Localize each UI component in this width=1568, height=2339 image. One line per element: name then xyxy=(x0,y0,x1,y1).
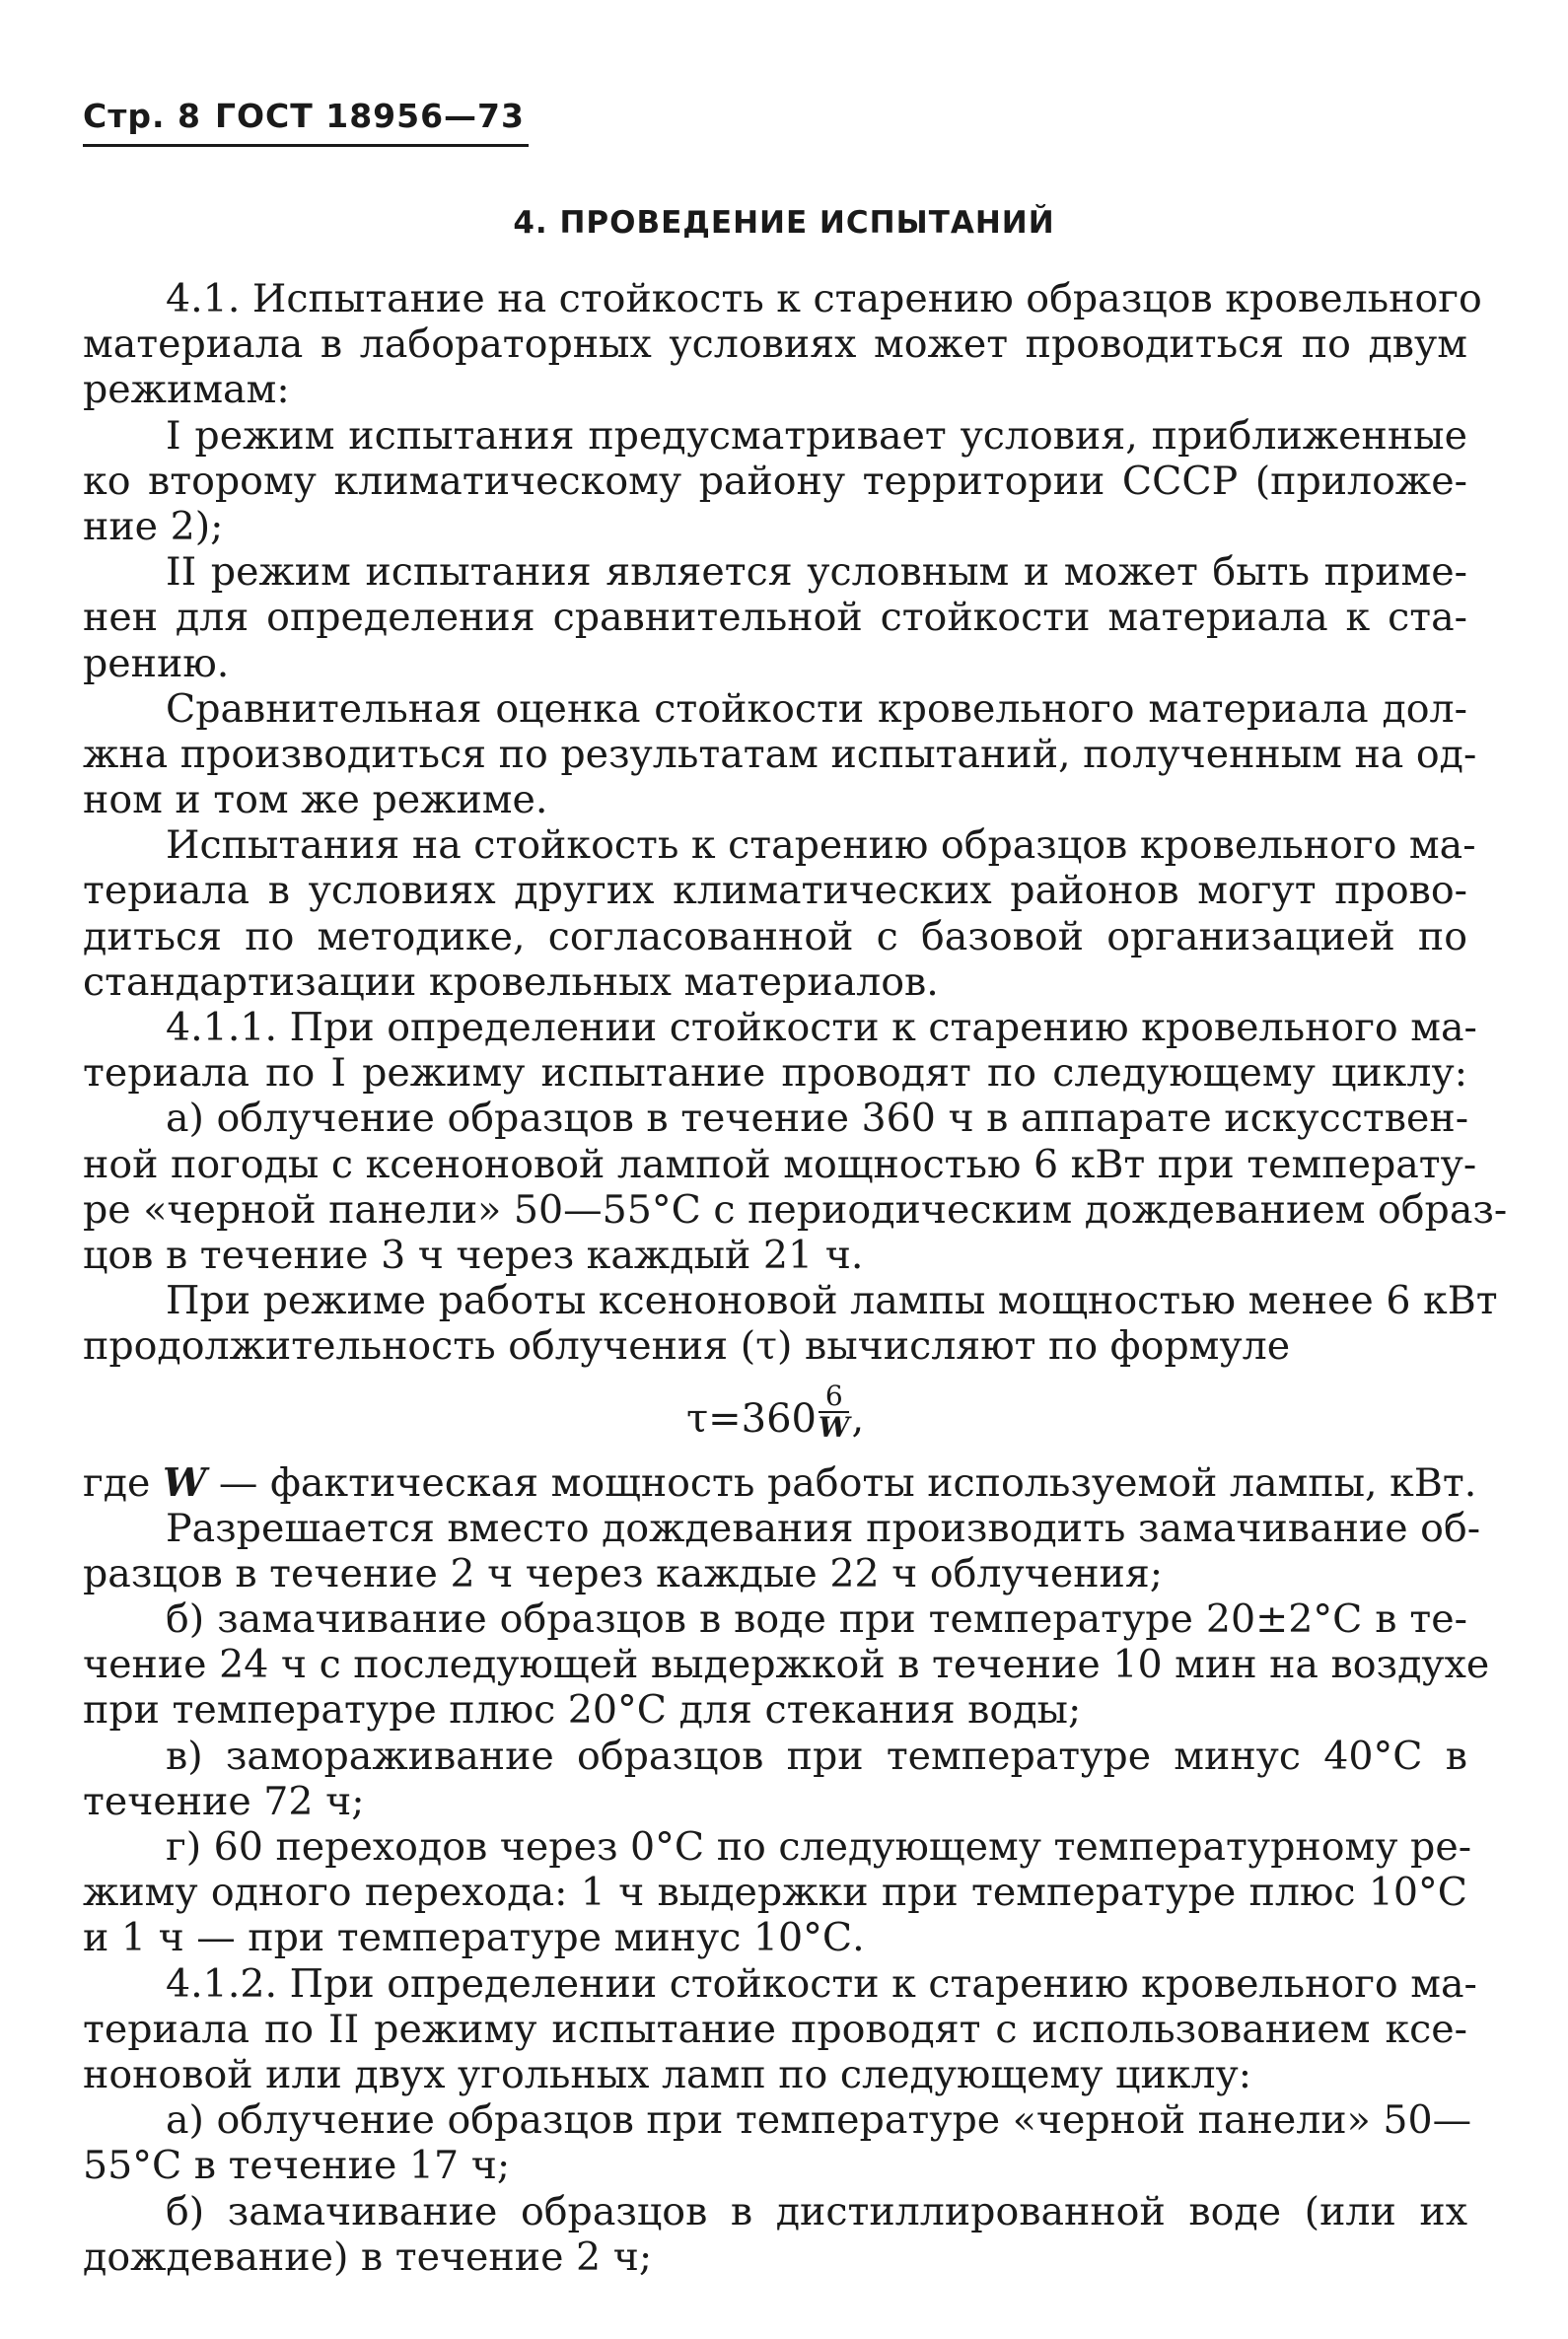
text-line: ре «черной панели» 50—55°С с периодическим дождеванием образ- xyxy=(83,1186,1508,1233)
text-line: стандартизации кровельных материалов. xyxy=(83,958,939,1005)
text-line: и 1 ч — при температуре минус 10°С. xyxy=(83,1915,865,1961)
text-line: б) замачивание образцов в воде при температуре 20±2°С в те- xyxy=(166,1596,1467,1643)
text-line: чение 24 ч с последующей выдержкой в течение 10 мин на воздухе xyxy=(83,1642,1490,1688)
text-line: Сравнительная оценка стойкости кровельного материала дол- xyxy=(166,685,1467,732)
text-line: б) замачивание образцов в дистиллированной воде (или их xyxy=(166,2188,1467,2234)
text-line: при температуре плюс 20°С для стекания воды; xyxy=(83,1687,1082,1734)
text-line: ние 2); xyxy=(83,503,224,549)
text-line: I режим испытания предусматривает условия, приближенные xyxy=(166,412,1467,459)
text-line: разцов в течение 2 ч через каждые 22 ч облучения; xyxy=(83,1550,1164,1596)
text-line: г) 60 переходов через 0°С по следующему температурному ре- xyxy=(166,1824,1472,1870)
text-line: териала в условиях других климатических районов могут прово- xyxy=(83,868,1467,914)
text-line: ной погоды с ксеноновой лампой мощностью 6 кВт при температу- xyxy=(83,1141,1477,1187)
text-line: в) замораживание образцов при температуре минус 40°С в xyxy=(166,1733,1467,1779)
text-line: ном и том же режиме. xyxy=(83,777,548,823)
text-line: При режиме работы ксеноновой лампы мощностью менее 6 кВт xyxy=(166,1278,1498,1324)
text-line: 55°С в течение 17 ч; xyxy=(83,2143,511,2189)
standard-designation: ГОСТ 18956—73 xyxy=(214,97,525,135)
text-line: цов в течение 3 ч через каждый 21 ч. xyxy=(83,1232,864,1278)
formula-expression xyxy=(686,1379,865,1453)
text-line: режимам: xyxy=(83,367,290,413)
text-line: нен для определения сравнительной стойкости материала к ста- xyxy=(83,595,1467,641)
text-line: рению. xyxy=(83,640,230,686)
text-line: Испытания на стойкость к старению образцов кровельного ма- xyxy=(166,822,1476,869)
page-header xyxy=(83,97,525,135)
text-line: териала по II режиму испытание проводят с использованием ксе- xyxy=(83,2006,1467,2052)
text-line: ноновой или двух угольных ламп по следующему циклу: xyxy=(83,2051,1252,2097)
formula-fraction xyxy=(819,1379,850,1444)
text-line: продолжительность облучения (τ) вычисляют по формуле xyxy=(83,1323,1291,1370)
text-line: а) облучение образцов в течение 360 ч в аппарате искусствен- xyxy=(166,1096,1469,1142)
formula-numerator: 6 xyxy=(819,1382,849,1413)
document-body xyxy=(83,276,1508,2280)
formula-tail: , xyxy=(851,1395,865,1442)
text-fragment: где xyxy=(83,1459,163,1506)
text-line: Разрешается вместо дождевания производить замачивание об- xyxy=(166,1505,1481,1551)
variable-w: W xyxy=(162,1459,207,1506)
page-number: Стр. 8 xyxy=(83,97,201,135)
text-line: дождевание) в течение 2 ч; xyxy=(83,2233,653,2280)
text-line: а) облучение образцов при температуре «черной панели» 50— xyxy=(166,2097,1472,2144)
text-line: жиму одного перехода: 1 ч выдержки при температуре плюс 10°С xyxy=(83,1870,1467,1916)
header-rule xyxy=(83,144,529,147)
text-line: 4.1.1. При определении стойкости к старению кровельного ма- xyxy=(166,1005,1477,1050)
text-line: жна производиться по результатам испытаний, полученным на од- xyxy=(83,731,1477,777)
section-title: 4. ПРОВЕДЕНИЕ ИСПЫТАНИЙ xyxy=(513,205,1055,241)
text-line: течение 72 ч; xyxy=(83,1778,365,1824)
text-line: 4.1.2. При определении стойкости к старению кровельного ма- xyxy=(166,1960,1477,2007)
text-line: II режим испытания является условным и может быть приме- xyxy=(166,549,1467,596)
text-line: териала по I режиму испытание проводят по следующему циклу: xyxy=(83,1050,1467,1097)
formula xyxy=(83,1370,1467,1460)
text-line xyxy=(83,1459,1477,1506)
text-line: диться по методике, согласованной с базовой организацией по xyxy=(83,913,1467,959)
text-line: 4.1. Испытание на стойкость к старению образцов кровельного xyxy=(166,276,1482,321)
text-line: ко второму климатическому району территории СССР (приложе- xyxy=(83,458,1467,504)
text-line: материала в лабораторных условиях может проводиться по двум xyxy=(83,321,1467,368)
formula-lhs: τ=360 xyxy=(686,1395,817,1442)
formula-denominator: W xyxy=(819,1410,850,1444)
text-fragment: — фактическая мощность работы используемой лампы, кВт. xyxy=(206,1459,1477,1506)
